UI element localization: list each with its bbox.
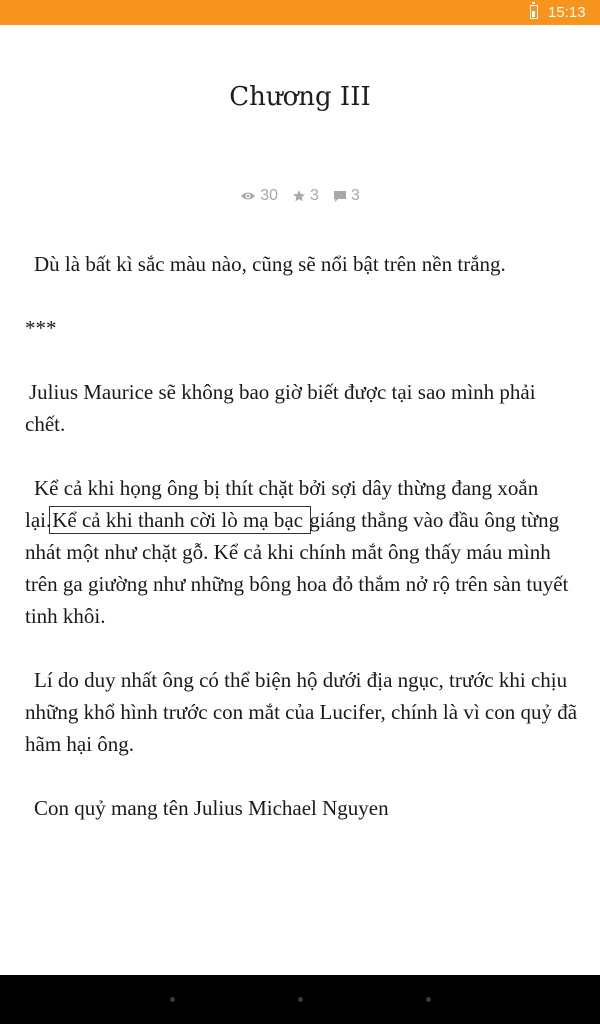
paragraph-separator: *** xyxy=(25,316,57,340)
stars-count: 3 xyxy=(309,187,319,204)
battery-icon xyxy=(530,5,538,19)
eye-icon xyxy=(240,190,256,202)
selected-text[interactable]: Kể cả khi thanh cời lò mạ bạc xyxy=(52,508,309,532)
paragraph-1: Dù là bất kì sắc màu nào, cũng sẽ nổi bật trên nền trắng. xyxy=(34,252,506,276)
nav-recents-dot[interactable] xyxy=(426,997,431,1002)
status-bar xyxy=(0,0,600,25)
paragraph-4-end: giáng thẳng vào đầu ông từng nhát một như chặt gỗ. Kể cả khi chính mắt ông thấy máu mình trên ga giường như những bông hoa đỏ thắm nở rộ trên sàn tuyết tinh khôi. xyxy=(25,508,569,628)
nav-back-dot[interactable] xyxy=(170,997,175,1002)
paragraph-5: Lí do duy nhất ông có thể biện hộ dưới địa ngục, trước khi chịu những khổ hình trước con mắt của Lucifer, chính là vì con quỷ đã hãm hại ông. xyxy=(25,668,578,756)
navigation-bar xyxy=(0,975,600,1024)
comments-stat xyxy=(333,187,360,205)
paragraph-4-start: Kể cả khi họng ông bị thít chặt bởi sợi dây thừng đang xoắn lại. xyxy=(25,476,539,532)
status-clock: 15:13 xyxy=(548,4,586,21)
chapter-stats xyxy=(0,187,600,205)
views-stat xyxy=(240,187,278,205)
chapter-content xyxy=(25,248,580,856)
paragraph-4 xyxy=(25,472,580,632)
comment-icon xyxy=(333,190,347,203)
paragraph-6: Con quỷ mang tên Julius Michael Nguyen xyxy=(34,796,389,820)
comments-count: 3 xyxy=(350,187,360,204)
stars-stat xyxy=(292,187,319,205)
chapter-title: Chương III xyxy=(229,82,371,112)
nav-home-dot[interactable] xyxy=(298,997,303,1002)
star-icon xyxy=(292,189,306,203)
paragraph-3: Julius Maurice sẽ không bao giờ biết được tại sao mình phải chết. xyxy=(25,380,536,436)
views-count: 30 xyxy=(260,187,278,204)
